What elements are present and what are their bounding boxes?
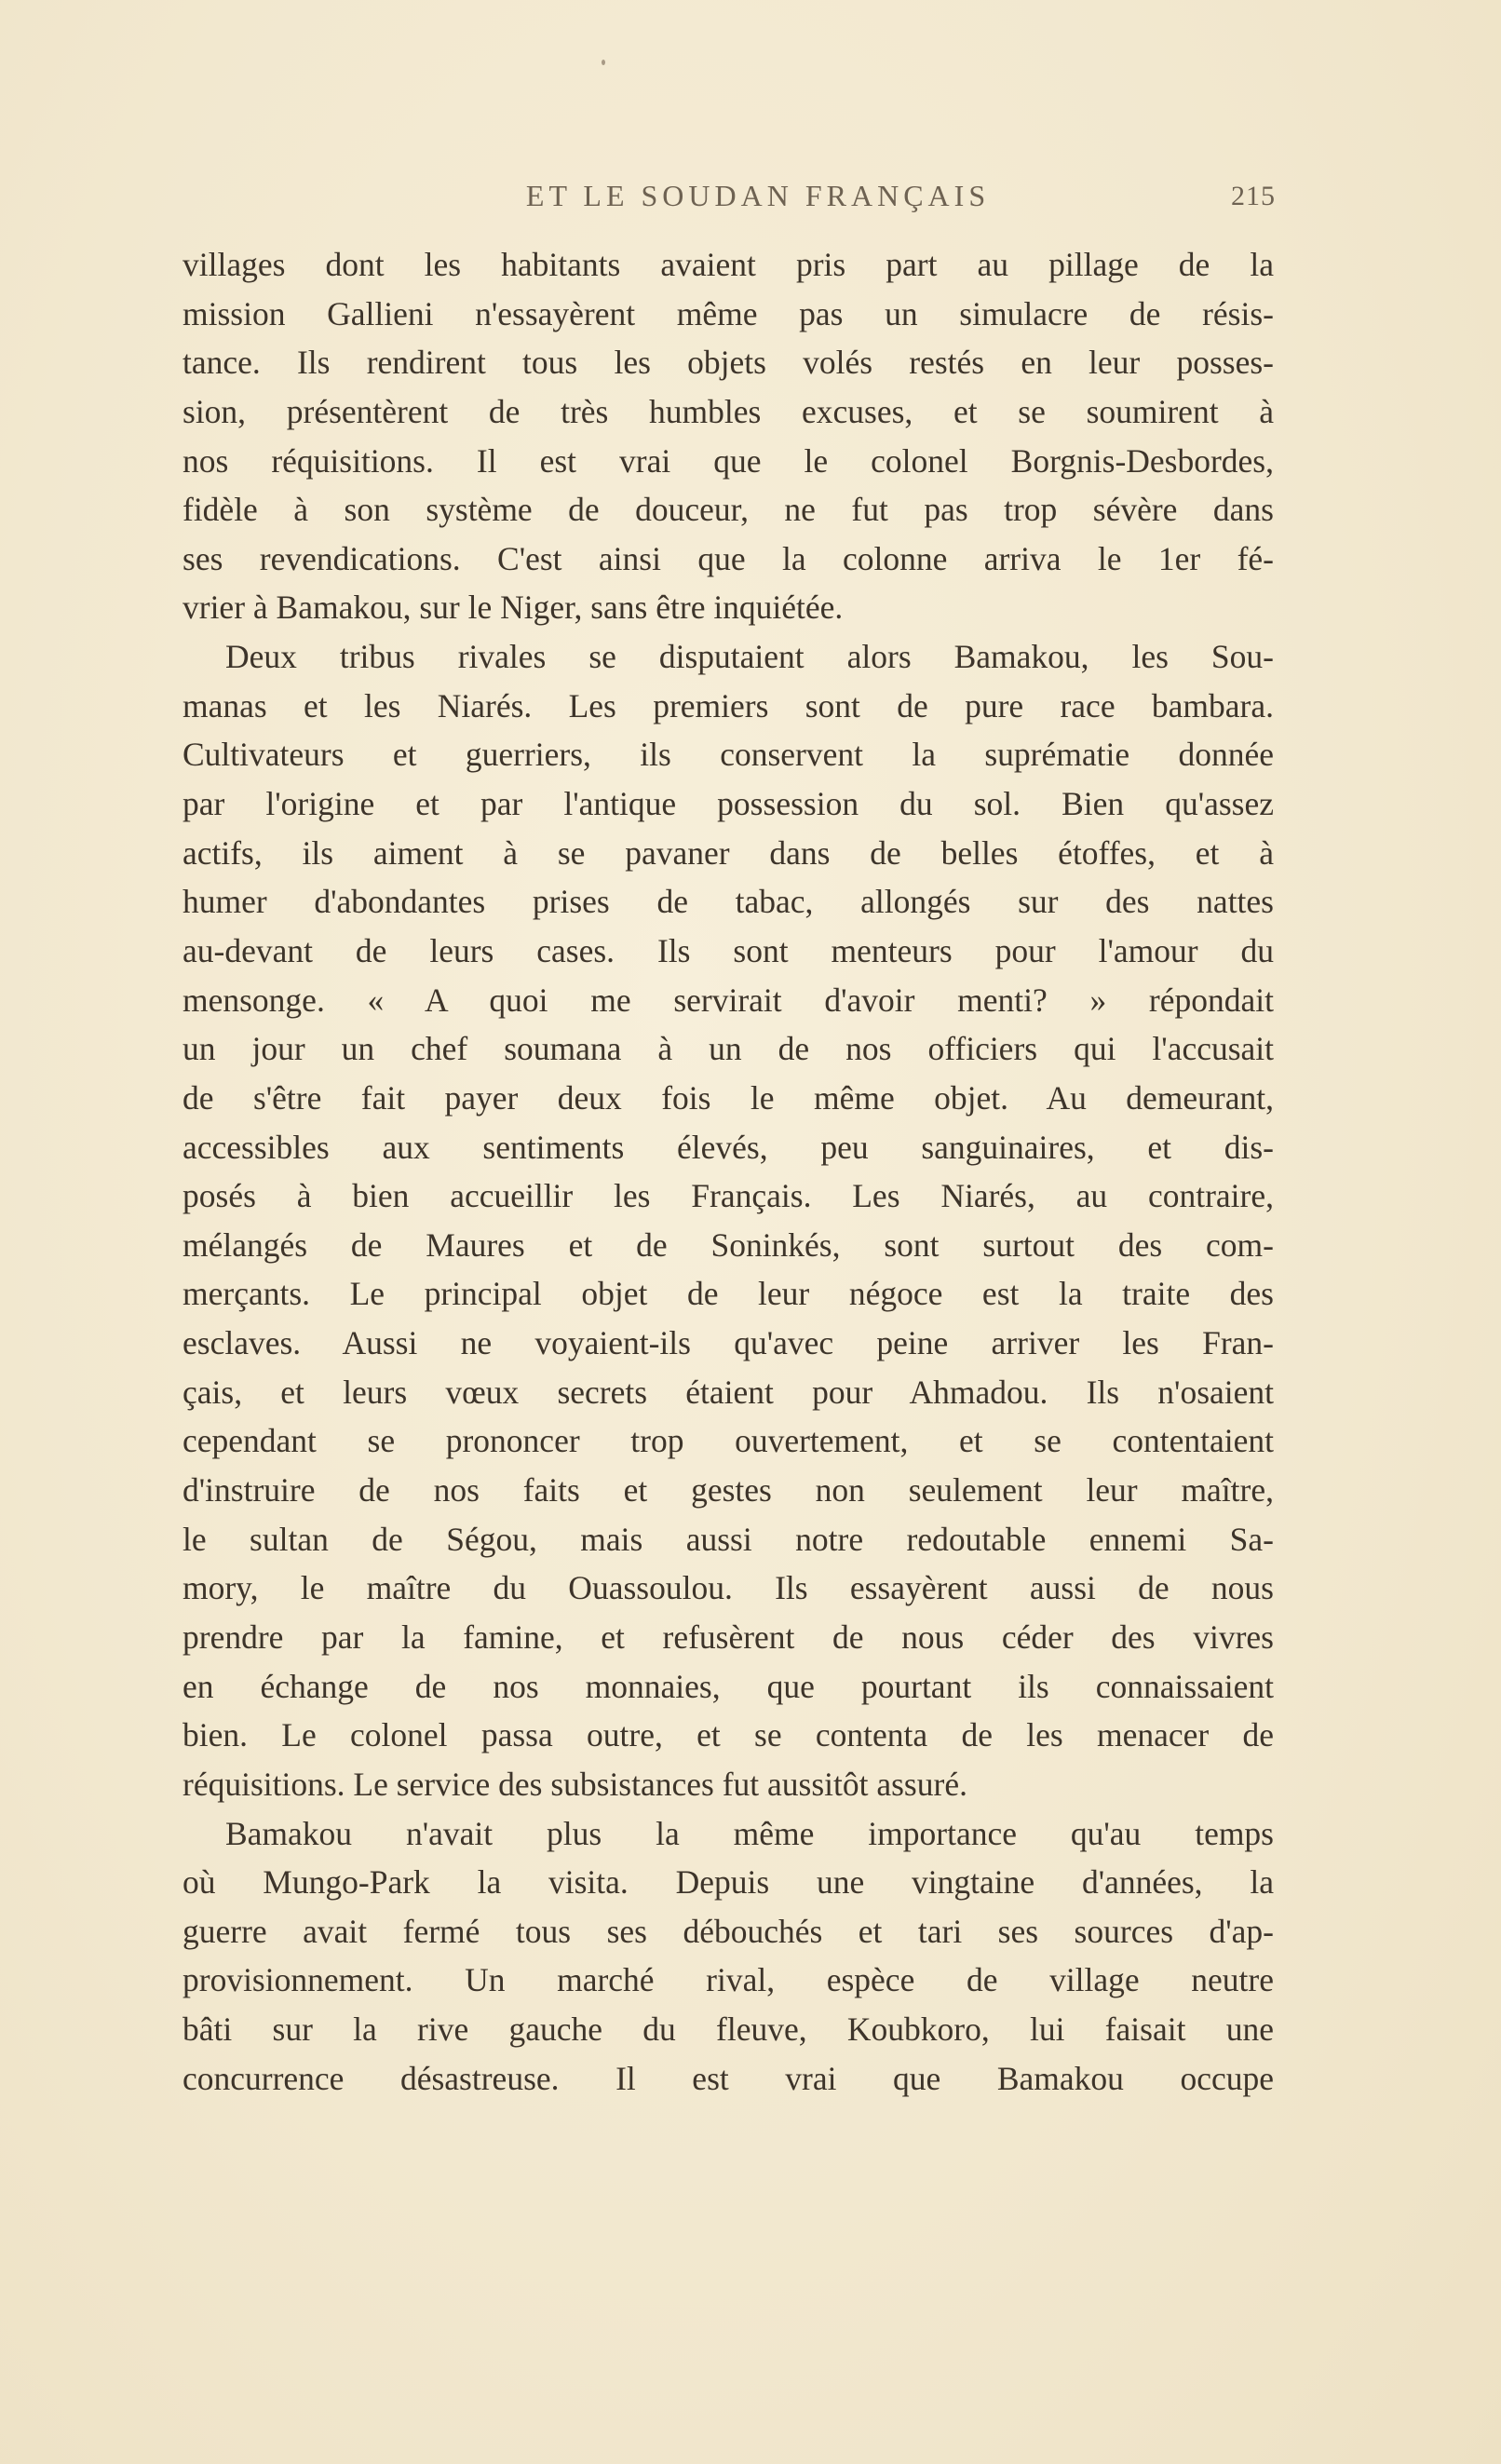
text-line: d'instruire de nos faits et gestes non seulement leur maître,: [183, 1471, 1274, 1510]
text-line: esclaves. Aussi ne voyaient-ils qu'avec peine arriver les Fran-: [183, 1324, 1274, 1362]
page-number: 215: [1231, 181, 1276, 211]
text-line: humer d'abondantes prises de tabac, allongés sur des nattes: [183, 883, 1274, 921]
text-line: ses revendications. C'est ainsi que la colonne arriva le 1er fé-: [183, 539, 1274, 577]
text-line: guerre avait fermé tous ses débouchés et tari ses sources d'ap-: [183, 1912, 1274, 1950]
text-line: tance. Ils rendirent tous les objets volés restés en leur posses-: [183, 344, 1274, 382]
text-line: vrier à Bamakou, sur le Niger, sans être inquiétée.: [183, 589, 844, 627]
running-header: [184, 179, 1276, 216]
text-line: sion, présentèrent de très humbles excuses, et se soumirent à: [183, 392, 1274, 430]
text-line: mission Gallieni n'essayèrent même pas un simulacre de résis-: [183, 294, 1274, 332]
text-line: où Mungo-Park la visita. Depuis une vingtaine d'années, la: [183, 1863, 1274, 1902]
text-line: bâti sur la rive gauche du fleuve, Koubkoro, lui faisait une: [183, 2010, 1274, 2049]
text-line: en échange de nos monnaies, que pourtant ils connaissaient: [183, 1667, 1274, 1705]
text-line: nos réquisitions. Il est vrai que le colonel Borgnis-Desbordes,: [183, 441, 1274, 480]
text-line: villages dont les habitants avaient pris part au pillage de la: [183, 246, 1274, 283]
text-line: un jour un chef soumana à un de nos officiers qui l'accusait: [183, 1030, 1274, 1068]
text-line: réquisitions. Le service des subsistances fut aussitôt assuré.: [183, 1765, 967, 1803]
text-line: de s'être fait payer deux fois le même objet. Au demeurant,: [183, 1078, 1274, 1117]
text-line: par l'origine et par l'antique possession du sol. Bien qu'assez: [183, 785, 1274, 823]
text-line: mensonge. « A quoi me servirait d'avoir menti? » répondait: [183, 981, 1274, 1019]
text-line: provisionnement. Un marché rival, espèce de village neutre: [183, 1961, 1274, 1999]
text-line: çais, et leurs vœux secrets étaient pour Ahmadou. Ils n'osaient: [183, 1373, 1274, 1411]
text-line: fidèle à son système de douceur, ne fut pas trop sévère dans: [183, 491, 1274, 529]
text-line: mélangés de Maures et de Soninkés, sont surtout des com-: [183, 1225, 1274, 1264]
text-line: merçants. Le principal objet de leur négoce est la traite des: [183, 1275, 1274, 1313]
paper-speck: [602, 60, 605, 65]
text-line: manas et les Niarés. Les premiers sont de pure race bambara.: [183, 686, 1274, 724]
text-line: prendre par la famine, et refusèrent de nous céder des vivres: [183, 1618, 1274, 1656]
text-line: Bamakou n'avait plus la même importance qu'au temps: [225, 1814, 1274, 1852]
text-line: le sultan de Ségou, mais aussi notre redoutable ennemi Sa-: [183, 1520, 1274, 1558]
text-line: Cultivateurs et guerriers, ils conservent la suprématie donnée: [183, 736, 1274, 774]
body-text: [183, 240, 1274, 2103]
text-line: concurrence désastreuse. Il est vrai que Bamakou occupe: [183, 2059, 1274, 2097]
text-line: mory, le maître du Ouassoulou. Ils essayèrent aussi de nous: [183, 1569, 1274, 1607]
text-line: bien. Le colonel passa outre, et se contenta de les menacer de: [183, 1716, 1274, 1754]
text-line: au-devant de leurs cases. Ils sont menteurs pour l'amour du: [183, 931, 1274, 969]
text-line: posés à bien accueillir les Français. Les Niarés, au contraire,: [183, 1177, 1274, 1215]
text-line: accessibles aux sentiments élevés, peu sanguinaires, et dis-: [183, 1128, 1274, 1166]
text-line: actifs, ils aiment à se pavaner dans de belles étoffes, et à: [183, 833, 1274, 872]
running-title: ET LE SOUDAN FRANÇAIS: [525, 179, 991, 212]
text-line: cependant se prononcer trop ouvertement, et se contentaient: [183, 1422, 1274, 1460]
text-line: Deux tribus rivales se disputaient alors Bamakou, les Sou-: [225, 638, 1274, 676]
